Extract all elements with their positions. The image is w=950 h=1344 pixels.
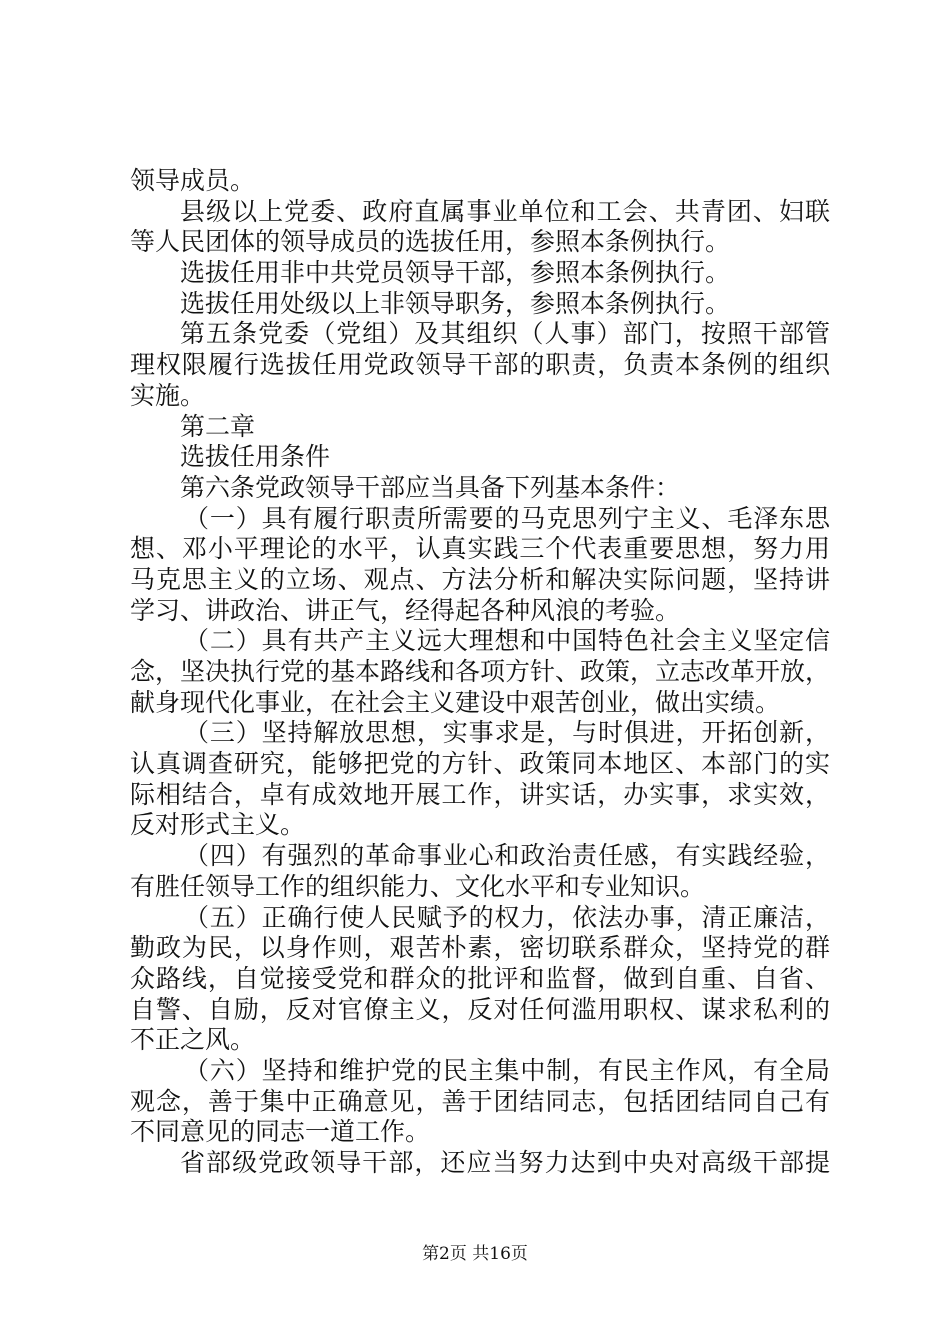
text-line: （五）正确行使人民赋予的权力，依法办事，清正廉洁， xyxy=(184,902,830,932)
text-line: （四）有强烈的革命事业心和政治责任感，有实践经验， xyxy=(184,841,830,871)
text-line: 省部级党政领导干部，还应当努力达到中央对高级干部提 xyxy=(180,1148,830,1177)
text-line: 反对形式主义。 xyxy=(130,810,306,840)
text-line: 选拔任用处级以上非领导职务，参照本条例执行。 xyxy=(180,288,731,318)
text-line: 勤政为民，以身作则，艰苦朴素，密切联系群众，坚持党的群 xyxy=(130,933,830,963)
chapter-heading: 第二章 xyxy=(180,411,256,441)
text-line: 众路线，自觉接受党和群众的批评和监督，做到自重、自省、 xyxy=(130,963,830,993)
text-line: 自警、自励，反对官僚主义，反对任何滥用职权、谋求私利的 xyxy=(130,994,830,1024)
text-line: 马克思主义的立场、观点、方法分析和解决实际问题，坚持讲 xyxy=(130,564,830,594)
text-line: 选拔任用非中共党员领导干部，参照本条例执行。 xyxy=(180,258,731,288)
text-line: 不正之风。 xyxy=(130,1025,256,1055)
text-line: 认真调查研究，能够把党的方针、政策同本地区、本部门的实 xyxy=(130,749,830,779)
text-line: （二）具有共产主义远大理想和中国特色社会主义坚定信 xyxy=(184,626,830,656)
text-line: 领导成员。 xyxy=(130,166,256,195)
text-line: 不同意见的同志一道工作。 xyxy=(130,1117,431,1147)
text-line: 有胜任领导工作的组织能力、文化水平和专业知识。 xyxy=(130,871,706,901)
text-line: （一）具有履行职责所需要的马克思列宁主义、毛泽东思 xyxy=(184,503,830,533)
text-line: 第六条党政领导干部应当具备下列基本条件： xyxy=(180,472,681,502)
text-line: 献身现代化事业，在社会主义建设中艰苦创业，做出实绩。 xyxy=(130,687,781,717)
text-line: 想、邓小平理论的水平，认真实践三个代表重要思想，努力用 xyxy=(130,534,830,564)
text-line: （三）坚持解放思想，实事求是，与时俱进，开拓创新， xyxy=(184,718,830,748)
text-line: 际相结合，卓有成效地开展工作，讲实话，办实事，求实效， xyxy=(130,779,830,809)
text-line: （六）坚持和维护党的民主集中制，有民主作风，有全局 xyxy=(184,1055,830,1085)
text-line: 观念，善于集中正确意见，善于团结同志，包括团结同自己有 xyxy=(130,1086,830,1116)
text-line: 实施。 xyxy=(130,380,206,410)
text-line: 学习、讲政治、讲正气，经得起各种风浪的考验。 xyxy=(130,595,681,625)
document-body xyxy=(130,166,830,1179)
text-line: 理权限履行选拔任用党政领导干部的职责，负责本条例的组织 xyxy=(130,350,830,380)
page-number-footer: 第2页 共16页 xyxy=(422,1244,528,1264)
text-line: 等人民团体的领导成员的选拔任用，参照本条例执行。 xyxy=(130,227,731,257)
text-line: 第五条党委（党组）及其组织（人事）部门，按照干部管 xyxy=(180,319,830,349)
chapter-title: 选拔任用条件 xyxy=(180,442,331,472)
text-line: 县级以上党委、政府直属事业单位和工会、共青团、妇联 xyxy=(180,196,830,226)
text-line: 念，坚决执行党的基本路线和各项方针、政策，立志改革开放， xyxy=(130,657,830,686)
